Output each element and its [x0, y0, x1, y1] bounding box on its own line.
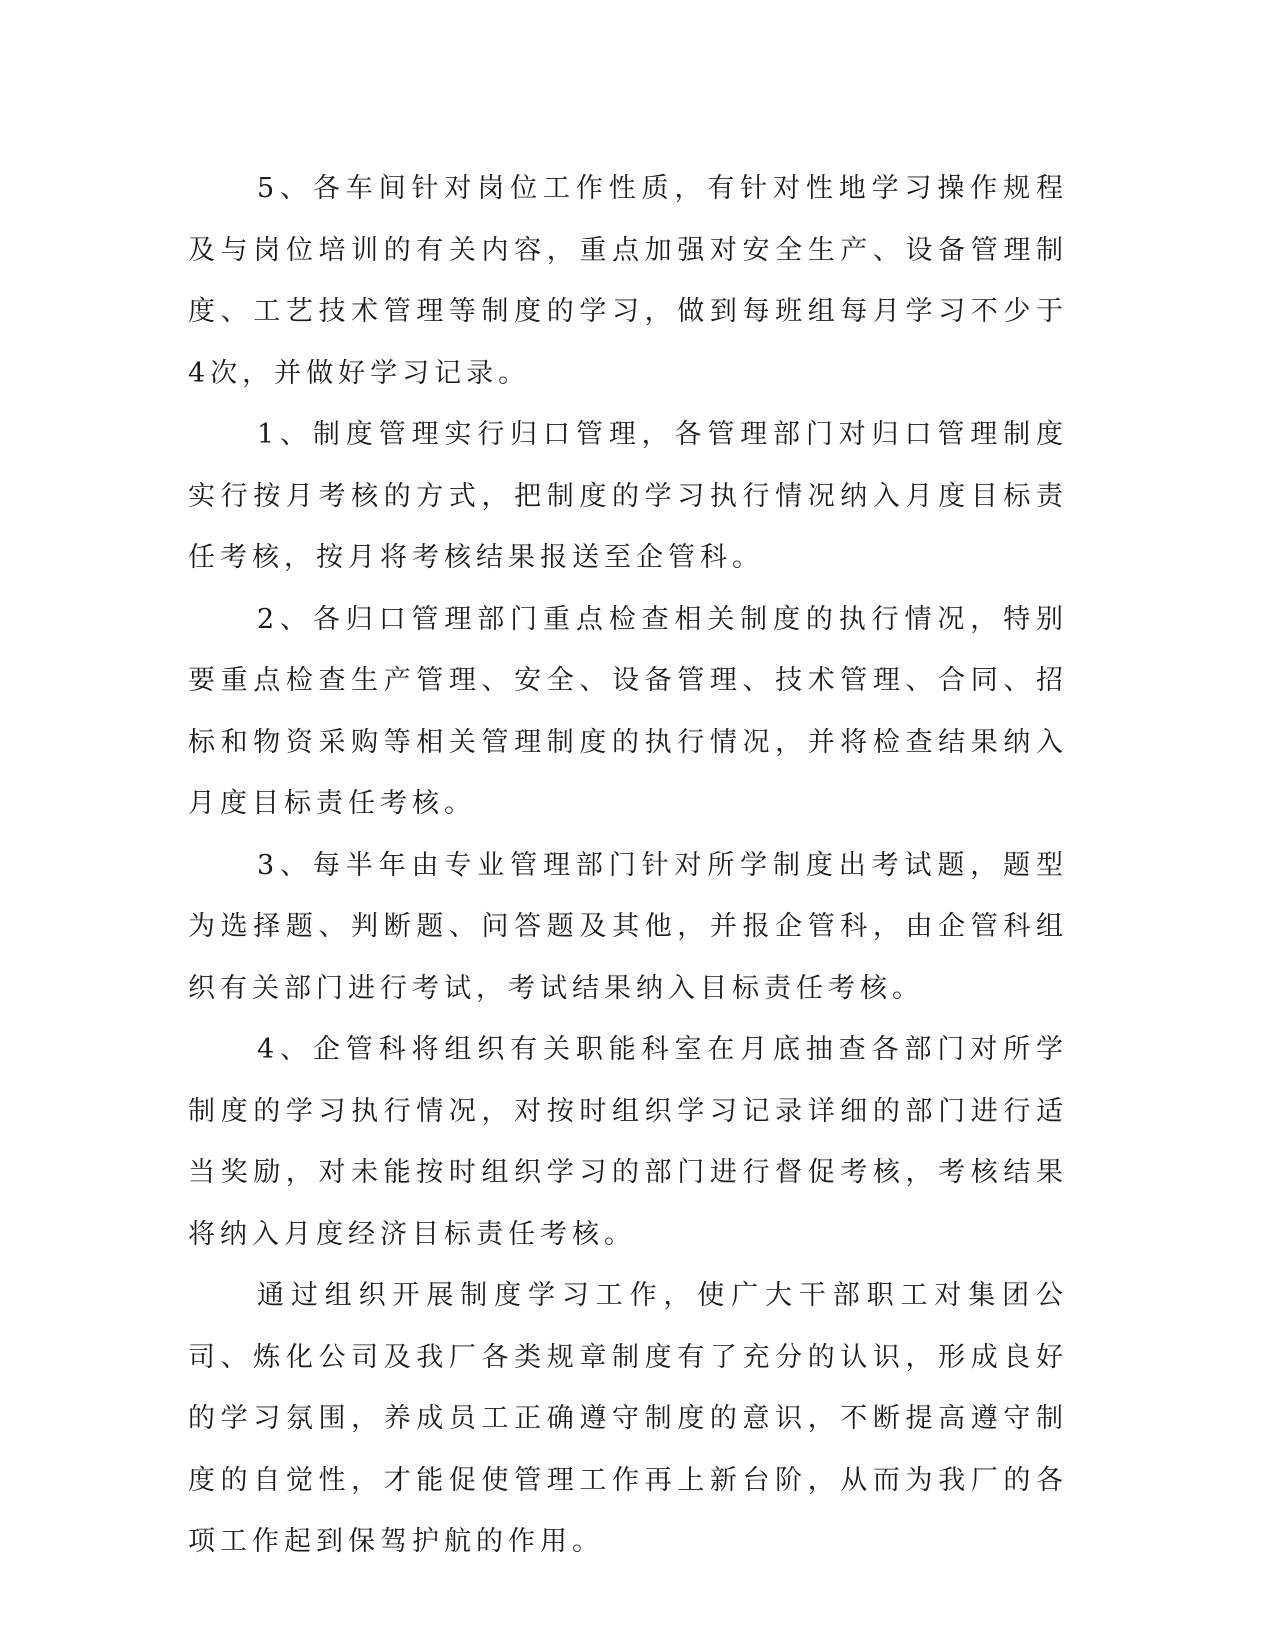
- paragraph-semiannual-exam: 3、每半年由专业管理部门针对所学制度出考试题，题型为选择题、判断题、问答题及其他，并报企管科，由企管科组织有关部门进行考试，考试结果纳入目标责任考核。: [188, 849, 1068, 1004]
- document-body: [188, 158, 1068, 1573]
- paragraph-execution-inspection: 2、各归口管理部门重点检查相关制度的执行情况，特别要重点检查生产管理、安全、设备管理、技术管理、合同、招标和物资采购等相关管理制度的执行情况，并将检查结果纳入月度目标责任考核。: [188, 603, 1068, 819]
- paragraph-conclusion: 通过组织开展制度学习工作，使广大干部职工对集团公司、炼化公司及我厂各类规章制度有了充分的认识，形成良好的学习氛围，养成员工正确遵守制度的意识，不断提高遵守制度的自觉性，才能促使管理工作再上新台阶，从而为我厂的各项工作起到保驾护航的作用。: [188, 1280, 1068, 1557]
- paragraph-workshop-study: 5、各车间针对岗位工作性质，有针对性地学习操作规程及与岗位培训的有关内容，重点加强对安全生产、设备管理制度、工艺技术管理等制度的学习，做到每班组每月学习不少于4次，并做好学习记录。: [188, 173, 1068, 389]
- paragraph-centralized-management: 1、制度管理实行归口管理，各管理部门对归口管理制度实行按月考核的方式，把制度的学习执行情况纳入月度目标责任考核，按月将考核结果报送至企管科。: [188, 419, 1068, 573]
- paragraph-monthly-spot-check: 4、企管科将组织有关职能科室在月底抽查各部门对所学制度的学习执行情况，对按时组织学习记录详细的部门进行适当奖励，对未能按时组织学习的部门进行督促考核，考核结果将纳入月度经济目标责任考核。: [188, 1034, 1068, 1250]
